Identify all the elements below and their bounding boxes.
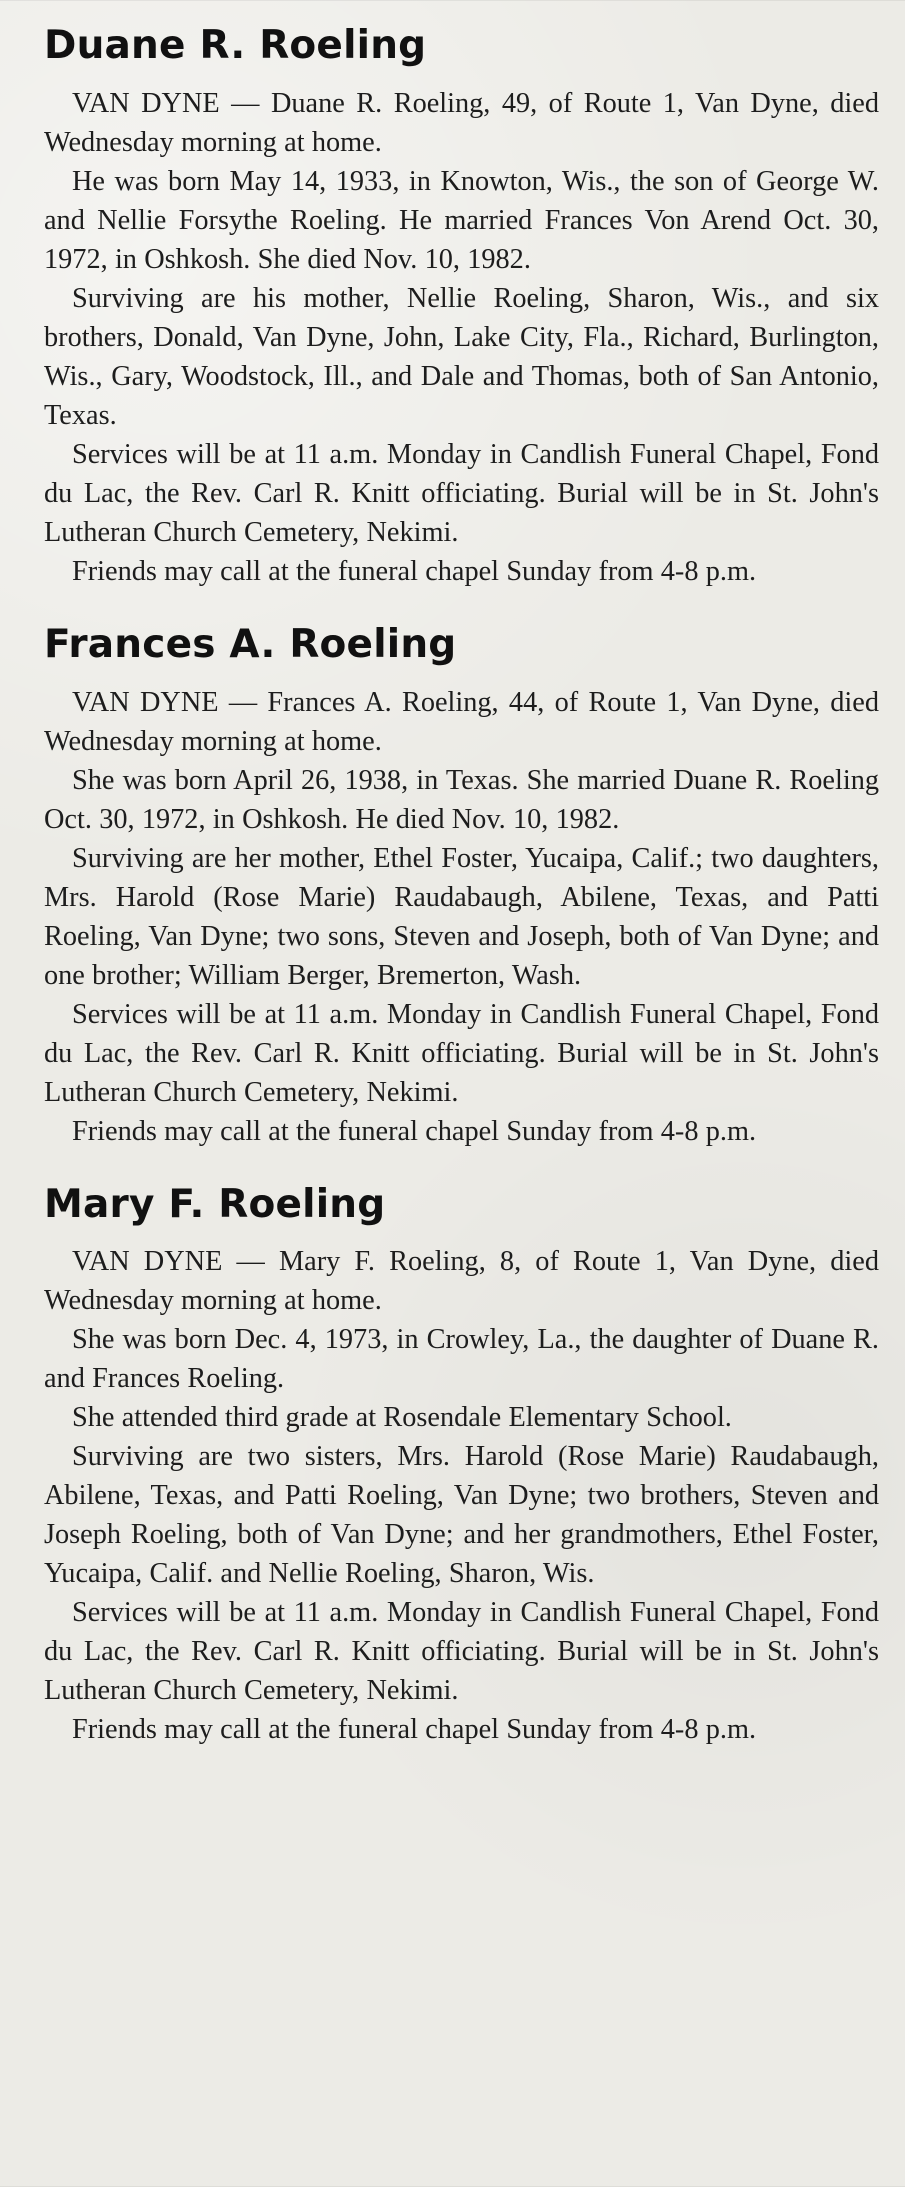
obituary-paragraph: Friends may call at the funeral chapel Sunday from 4-8 p.m.: [72, 1714, 757, 1746]
obituary-paragraph: Services will be at 11 a.m. Monday in Candlish Funeral Chapel, Fond du Lac, the Rev. Carl R. Knitt officiating. Burial will be in St. John's Lutheran Church Cemetery, Nekimi.: [44, 998, 879, 1108]
obituary-paragraph: Friends may call at the funeral chapel Sunday from 4-8 p.m.: [72, 555, 757, 587]
obituary-paragraph: Surviving are her mother, Ethel Foster, Yucaipa, Calif.; two daughters, Mrs. Harold (Rose Marie) Raudabaugh, Abilene, Texas, and Patti Roeling, Van Dyne; two sons, Steven and Joseph, both of Van Dyne; and one brother; William Berger, Bremerton, Wash.: [44, 842, 879, 991]
obituary-paragraph: VAN DYNE — Duane R. Roeling, 49, of Route 1, Van Dyne, died Wednesday morning at home.: [44, 87, 879, 158]
scan-top-edge: [0, 0, 905, 1]
obituary-paragraph: VAN DYNE — Frances A. Roeling, 44, of Route 1, Van Dyne, died Wednesday morning at home.: [44, 686, 879, 757]
obituary-headline: Mary F. Roeling: [44, 1181, 386, 1227]
obituary-paragraph: Friends may call at the funeral chapel Sunday from 4-8 p.m.: [72, 1115, 757, 1147]
obituary-paragraph: She was born Dec. 4, 1973, in Crowley, La., the daughter of Duane R. and Frances Roeling.: [44, 1324, 879, 1395]
obituary-paragraph: She was born April 26, 1938, in Texas. She married Duane R. Roeling Oct. 30, 1972, in Oshkosh. He died Nov. 10, 1982.: [44, 764, 879, 835]
obituary-paragraph: He was born May 14, 1933, in Knowton, Wis., the son of George W. and Nellie Forsythe Roeling. He married Frances Von Arend Oct. 30, 1972, in Oshkosh. She died Nov. 10, 1982.: [44, 165, 879, 275]
obituary-paragraph: Services will be at 11 a.m. Monday in Candlish Funeral Chapel, Fond du Lac, the Rev. Carl R. Knitt officiating. Burial will be in St. John's Lutheran Church Cemetery, Nekimi.: [44, 438, 879, 548]
obituary-mary-f-roeling: [44, 1181, 879, 1750]
obituary-paragraph: Surviving are his mother, Nellie Roeling, Sharon, Wis., and six brothers, Donald, Van Dyne, John, Lake City, Fla., Richard, Burlington, Wis., Gary, Woodstock, Ill., and Dale and Thomas, both of San Antonio, Texas.: [44, 282, 879, 431]
obituary-headline: Frances A. Roeling: [44, 621, 457, 667]
obituary-paragraph: Surviving are two sisters, Mrs. Harold (Rose Marie) Raudabaugh, Abilene, Texas, and Patti Roeling, Van Dyne; two brothers, Steven and Joseph Roeling, both of Van Dyne; and her grandmothers, Ethel Foster, Yucaipa, Calif. and Nellie Roeling, Sharon, Wis.: [44, 1441, 879, 1590]
obituary-duane-r-roeling: [44, 23, 879, 591]
obituary-paragraph: She attended third grade at Rosendale Elementary School.: [72, 1402, 732, 1434]
obituary-paragraph: Services will be at 11 a.m. Monday in Candlish Funeral Chapel, Fond du Lac, the Rev. Carl R. Knitt officiating. Burial will be in St. John's Lutheran Church Cemetery, Nekimi.: [44, 1597, 879, 1707]
obituary-paragraph: VAN DYNE — Mary F. Roeling, 8, of Route 1, Van Dyne, died Wednesday morning at home.: [44, 1246, 879, 1317]
obituary-headline: Duane R. Roeling: [44, 23, 427, 68]
obituary-frances-a-roeling: [44, 621, 879, 1151]
